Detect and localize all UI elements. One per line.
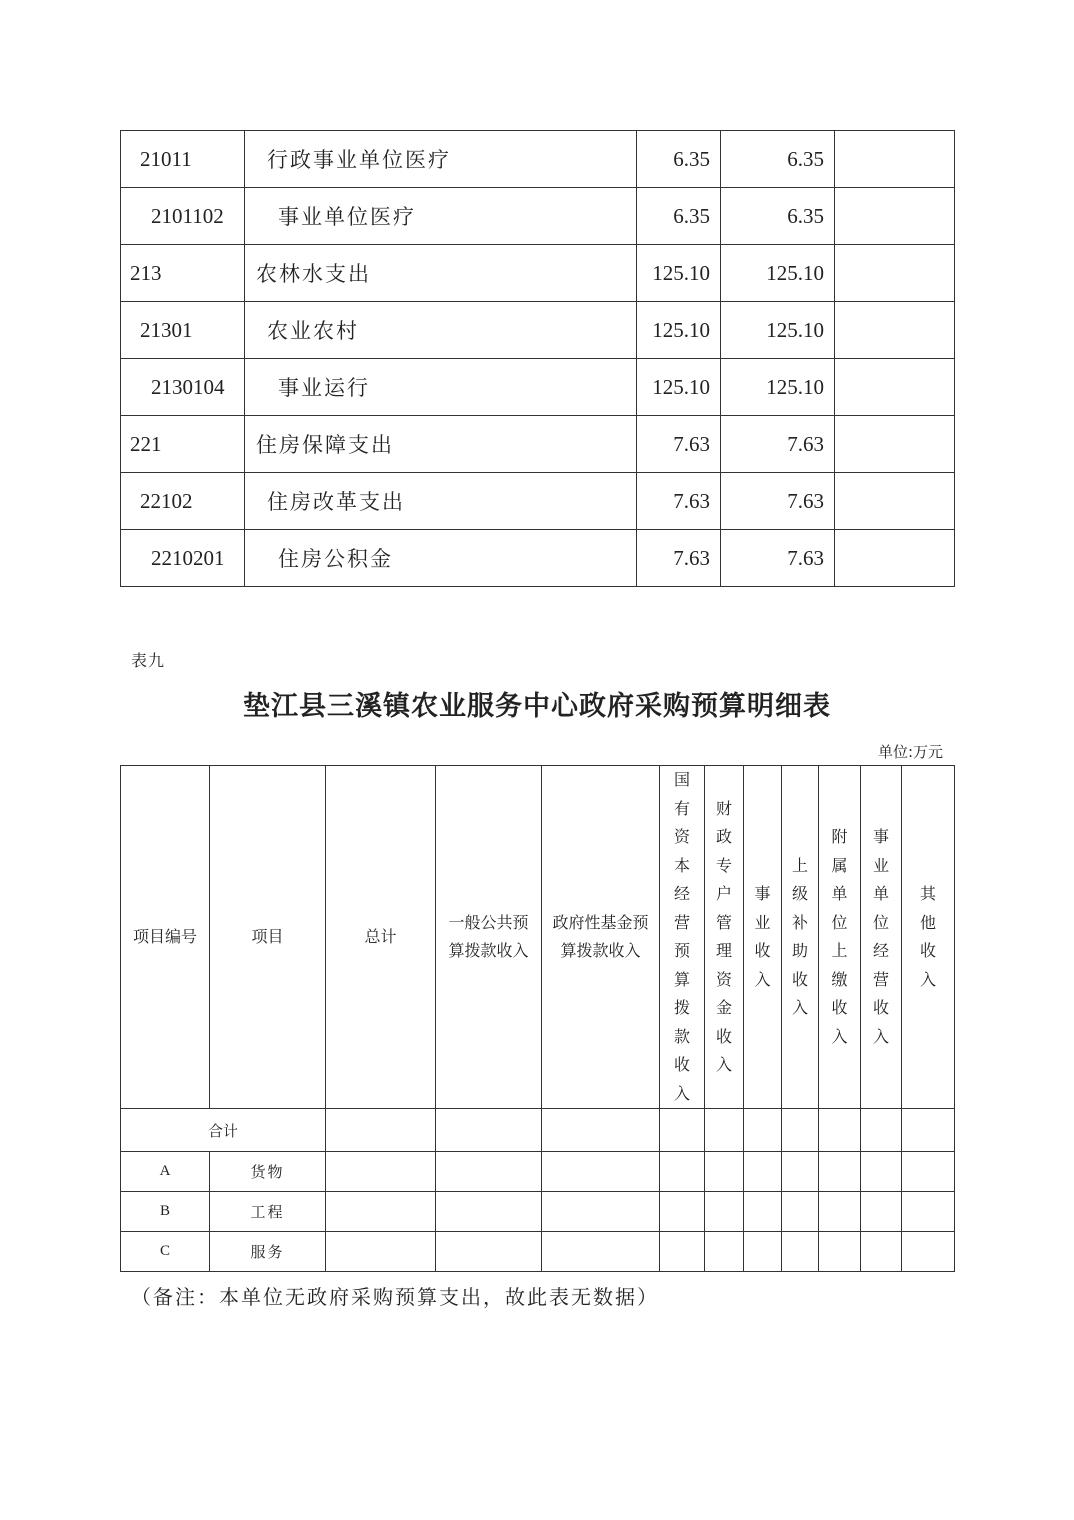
empty-cell xyxy=(326,1232,436,1272)
header-row xyxy=(121,766,955,1109)
row-basic: 125.10 xyxy=(721,245,835,302)
empty-cell xyxy=(436,1232,542,1272)
row-name: 住房保障支出 xyxy=(245,416,637,473)
table-label: 表九 xyxy=(131,651,166,670)
empty-cell xyxy=(744,1232,782,1272)
row-total: 6.35 xyxy=(637,131,721,188)
header-item-no: 项目编号 xyxy=(121,766,210,1109)
empty-cell xyxy=(436,1192,542,1232)
row-basic: 7.63 xyxy=(721,416,835,473)
empty-cell xyxy=(861,1192,902,1232)
row-project xyxy=(835,359,955,416)
row-name: 住房改革支出 xyxy=(245,473,637,530)
page-title: 垫江县三溪镇农业服务中心政府采购预算明细表 xyxy=(243,691,831,722)
header-fiscal-special: 财政专户管理资金收入 xyxy=(705,766,744,1109)
row-project xyxy=(835,530,955,587)
empty-cell xyxy=(861,1232,902,1272)
table-row xyxy=(121,302,955,359)
row-project xyxy=(835,188,955,245)
empty-cell xyxy=(902,1232,955,1272)
empty-cell xyxy=(861,1152,902,1192)
empty-cell xyxy=(660,1152,705,1192)
empty-cell xyxy=(326,1152,436,1192)
empty-cell xyxy=(744,1152,782,1192)
row-code: A xyxy=(121,1152,210,1192)
header-business-income: 事业收入 xyxy=(744,766,782,1109)
row-basic: 6.35 xyxy=(721,188,835,245)
row-total: 125.10 xyxy=(637,245,721,302)
empty-cell xyxy=(705,1152,744,1192)
row-total: 6.35 xyxy=(637,188,721,245)
row-name: 货物 xyxy=(210,1152,326,1192)
empty-cell xyxy=(819,1232,861,1272)
row-code: 2101102 xyxy=(121,188,245,245)
row-code: 2130104 xyxy=(121,359,245,416)
row-code: 213 xyxy=(121,245,245,302)
expenditure-table xyxy=(120,130,955,587)
header-state-capital: 国有资本经营预算拨款收入 xyxy=(660,766,705,1109)
row-name: 农林水支出 xyxy=(245,245,637,302)
row-total: 7.63 xyxy=(637,473,721,530)
row-total: 7.63 xyxy=(637,416,721,473)
empty-cell xyxy=(660,1232,705,1272)
row-total: 125.10 xyxy=(637,302,721,359)
row-basic: 7.63 xyxy=(721,473,835,530)
row-project xyxy=(835,245,955,302)
empty-cell xyxy=(902,1192,955,1232)
row-code: 22102 xyxy=(121,473,245,530)
row-code: 21011 xyxy=(121,131,245,188)
empty-cell xyxy=(819,1152,861,1192)
empty-cell xyxy=(660,1192,705,1232)
empty-cell xyxy=(902,1152,955,1192)
header-total: 总计 xyxy=(326,766,436,1109)
row-project xyxy=(835,473,955,530)
row-basic: 7.63 xyxy=(721,530,835,587)
total-label: 合计 xyxy=(121,1109,326,1152)
table-row xyxy=(121,245,955,302)
row-total: 125.10 xyxy=(637,359,721,416)
footnote: （备注：本单位无政府采购预算支出，故此表无数据） xyxy=(131,1285,659,1309)
header-general-budget: 一般公共预算拨款收入 xyxy=(436,766,542,1109)
table-row xyxy=(121,359,955,416)
row-total: 7.63 xyxy=(637,530,721,587)
row-code: B xyxy=(121,1192,210,1232)
row-name: 工程 xyxy=(210,1192,326,1232)
empty-cell xyxy=(436,1152,542,1192)
table-row xyxy=(121,131,955,188)
row-code: 221 xyxy=(121,416,245,473)
row-name: 服务 xyxy=(210,1232,326,1272)
row-name: 住房公积金 xyxy=(245,530,637,587)
empty-cell xyxy=(542,1152,660,1192)
empty-cell xyxy=(542,1232,660,1272)
row-project xyxy=(835,131,955,188)
row-project xyxy=(835,302,955,359)
empty-cell xyxy=(744,1192,782,1232)
table-row xyxy=(121,188,955,245)
empty-cell xyxy=(782,1192,819,1232)
row-name: 行政事业单位医疗 xyxy=(245,131,637,188)
table-row xyxy=(121,416,955,473)
header-operating-income: 事业单位经营收入 xyxy=(861,766,902,1109)
row-basic: 125.10 xyxy=(721,359,835,416)
row-name: 事业单位医疗 xyxy=(245,188,637,245)
header-affiliate-income: 附属单位上缴收入 xyxy=(819,766,861,1109)
row-basic: 125.10 xyxy=(721,302,835,359)
header-fund-budget: 政府性基金预算拨款收入 xyxy=(542,766,660,1109)
table-row xyxy=(121,530,955,587)
table-row xyxy=(121,1232,955,1272)
row-code: C xyxy=(121,1232,210,1272)
empty-cell xyxy=(782,1232,819,1272)
row-basic: 6.35 xyxy=(721,131,835,188)
empty-cell xyxy=(542,1192,660,1232)
total-row xyxy=(121,1109,955,1152)
header-superior-subsidy: 上级补助收入 xyxy=(782,766,819,1109)
procurement-table xyxy=(120,765,955,1272)
row-name: 农业农村 xyxy=(245,302,637,359)
empty-cell xyxy=(705,1232,744,1272)
unit-label: 单位:万元 xyxy=(877,743,943,761)
empty-cell xyxy=(819,1192,861,1232)
table-row xyxy=(121,1152,955,1192)
empty-cell xyxy=(326,1192,436,1232)
table-row xyxy=(121,473,955,530)
table-row xyxy=(121,1192,955,1232)
empty-cell xyxy=(705,1192,744,1232)
header-other-income: 其他收入 xyxy=(902,766,955,1109)
row-code: 21301 xyxy=(121,302,245,359)
empty-cell xyxy=(782,1152,819,1192)
row-name: 事业运行 xyxy=(245,359,637,416)
row-code: 2210201 xyxy=(121,530,245,587)
header-item: 项目 xyxy=(210,766,326,1109)
row-project xyxy=(835,416,955,473)
